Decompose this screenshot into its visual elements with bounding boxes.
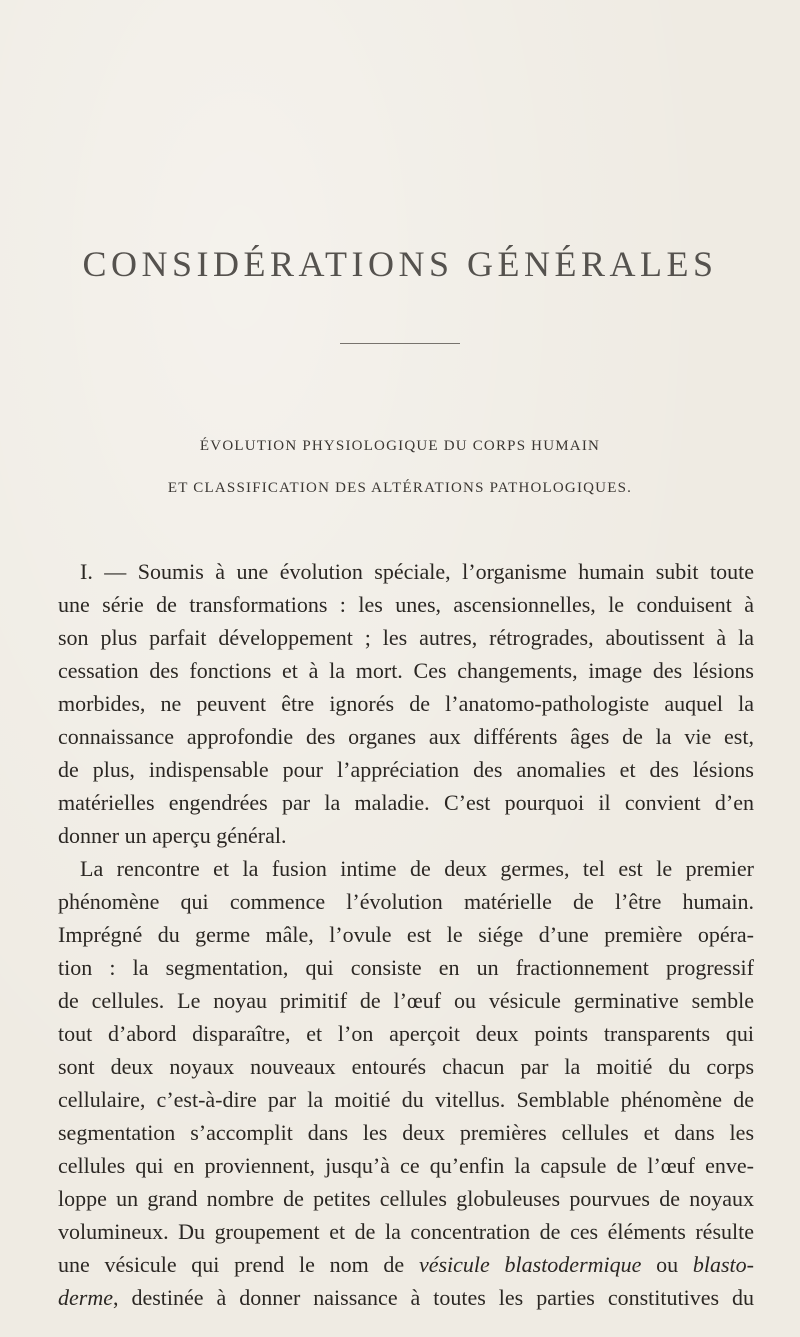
paragraph-1-line: une série de transformations : les unes, ascensionnelles, le conduisent à (58, 592, 754, 617)
paragraph-2-line (58, 1283, 754, 1313)
section-subtitle-line-2: ET CLASSIFICATION DES ALTÉRATIONS PATHOLOGIQUES. (167, 480, 633, 496)
paragraph-2-line: cellules qui en proviennent, jusqu’à ce qu’enfin la capsule de l’œuf enve- (58, 1153, 754, 1178)
paragraph-2-line: volumineux. Du groupement et de la concentration de ces éléments résulte (58, 1219, 754, 1244)
line-text: une vésicule qui prend le nom de (58, 1252, 419, 1277)
line-text: , destinée à donner naissance à toutes les parties constitutives du (112, 1285, 754, 1310)
section-subtitle-line-1: ÉVOLUTION PHYSIOLOGIQUE DU CORPS HUMAIN (199, 438, 601, 454)
title-divider (340, 343, 460, 344)
paragraph-2-line: de cellules. Le noyau primitif de l’œuf ou vésicule germinative semble (58, 988, 754, 1013)
paragraph-1-line: donner un aperçu général. (58, 823, 287, 848)
paragraph-2-line: sont deux noyaux nouveaux entourés chacun par la moitié du corps (58, 1054, 754, 1079)
italic-term: vésicule blastodermique (418, 1252, 642, 1277)
paragraph-1-line: I. — Soumis à une évolution spéciale, l’organisme humain subit toute (80, 559, 754, 584)
line-text: ou (641, 1252, 693, 1277)
paragraph-2-line: segmentation s’accomplit dans les deux premières cellules et dans les (58, 1120, 754, 1145)
paragraph-2-line: cellulaire, c’est-à-dire par la moitié du vitellus. Semblable phénomène de (58, 1087, 754, 1112)
paragraph-1-line: de plus, indispensable pour l’appréciation des anomalies et des lésions (58, 757, 754, 782)
chapter-title: CONSIDÉRATIONS GÉNÉRALES (82, 244, 718, 284)
italic-term: blasto- (692, 1252, 754, 1277)
paragraph-1-line: morbides, ne peuvent être ignorés de l’anatomo-pathologiste auquel la (58, 691, 754, 716)
paragraph-2-line: La rencontre et la fusion intime de deux germes, tel est le premier (80, 856, 754, 881)
paragraph-2-line: loppe un grand nombre de petites cellules globuleuses pourvues de noyaux (58, 1186, 754, 1211)
paragraph-2-line: Imprégné du germe mâle, l’ovule est le siége d’une première opéra- (58, 922, 754, 947)
paragraph-2-line: tion : la segmentation, qui consiste en un fractionnement progressif (58, 955, 754, 980)
paragraph-1-line: cessation des fonctions et à la mort. Ces changements, image des lésions (58, 658, 754, 683)
paragraph-2-line (58, 1250, 754, 1280)
paragraph-1-line: connaissance approfondie des organes aux différents âges de la vie est, (58, 724, 754, 749)
paragraph-1-line: matérielles engendrées par la maladie. C’est pourquoi il convient d’en (58, 790, 754, 815)
paragraph-2-line: phénomène qui commence l’évolution matérielle de l’être humain. (58, 889, 754, 914)
paragraph-1-line: son plus parfait développement ; les autres, rétrogrades, aboutissent à la (58, 625, 754, 650)
italic-term: derme (58, 1285, 113, 1310)
paragraph-2-line: tout d’abord disparaître, et l’on aperçoit deux points transparents qui (58, 1021, 754, 1046)
